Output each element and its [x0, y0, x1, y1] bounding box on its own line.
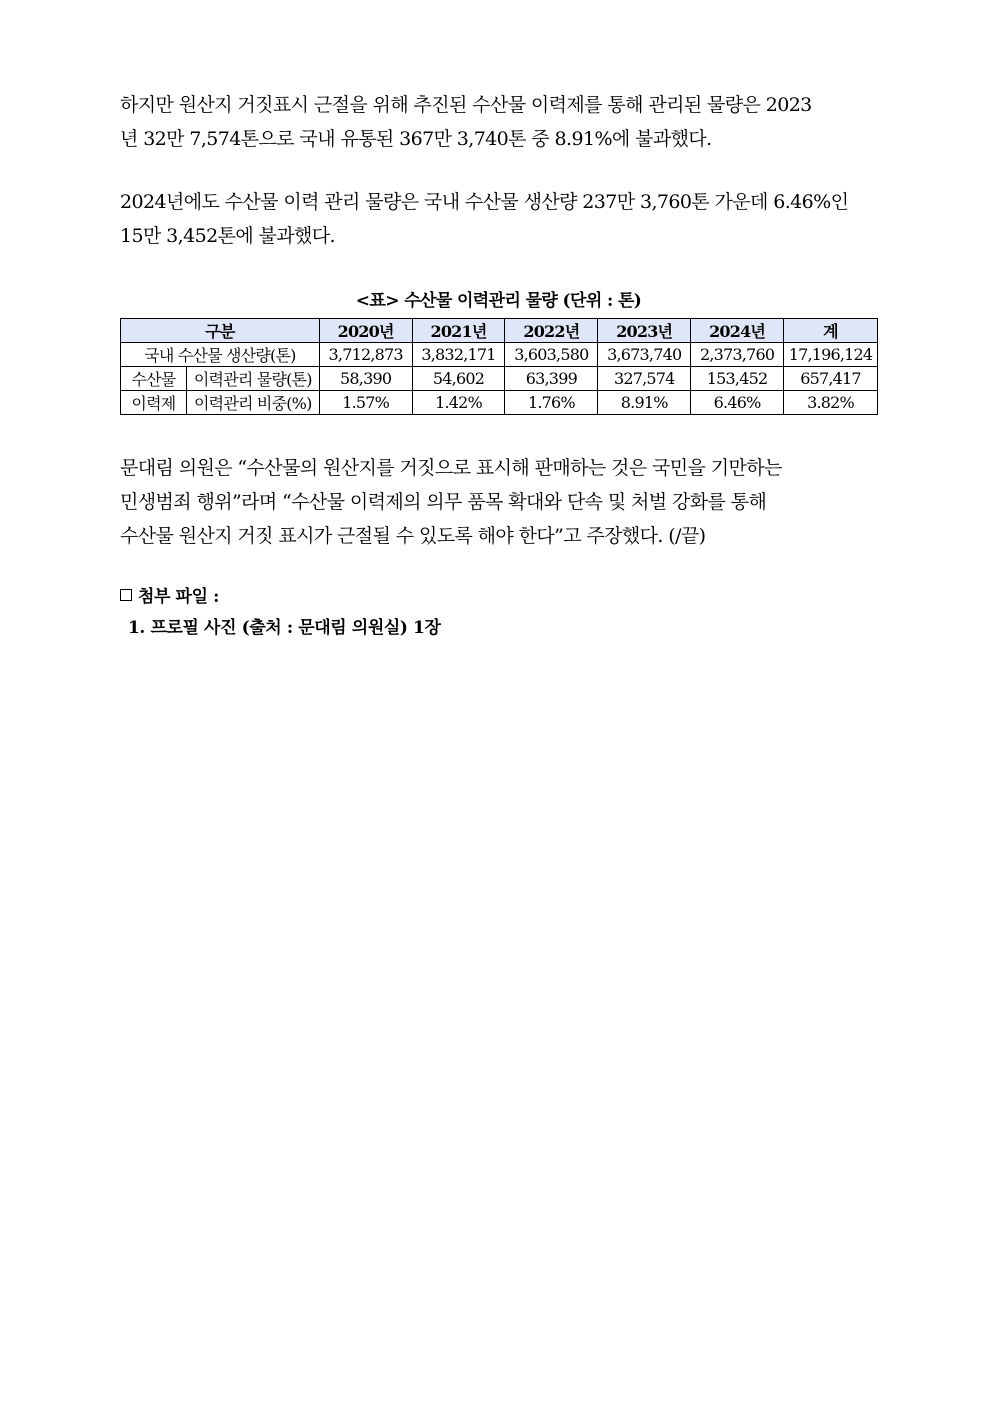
table-row-managed-share [121, 391, 878, 415]
table-cell: 657,417 [784, 367, 878, 391]
table-cell: 58,390 [319, 367, 412, 391]
table-cell: 8.91% [598, 391, 691, 415]
table-cell: 1.57% [319, 391, 412, 415]
attachments-heading [120, 582, 219, 607]
table-caption: <표> 수산물 이력관리 물량 (단위 : 톤) [355, 291, 642, 311]
paragraph-traceability-2023 [120, 88, 877, 156]
attachments-title: 첨부 파일 : [138, 587, 220, 607]
header-year-2023: 2023년 [598, 319, 691, 343]
table-cell: 327,574 [598, 367, 691, 391]
table-cell: 3.82% [784, 391, 878, 415]
paragraph-line: 문대림 의원은 “수산물의 원산지를 거짓으로 표시해 판매하는 것은 국민을 기만하는 [120, 457, 782, 479]
group-label-top: 수산물 [121, 367, 187, 391]
table-row-production [121, 343, 878, 367]
table-cell: 6.46% [691, 391, 784, 415]
paragraph-line: 2024년에도 수산물 이력 관리 물량은 국내 수산물 생산량 237만 3,760톤 가운데 6.46%인 [120, 191, 849, 213]
group-label-bottom: 이력제 [121, 391, 187, 415]
table-header-row [121, 319, 878, 343]
table-cell: 2,373,760 [691, 343, 784, 367]
paragraph-line: 15만 3,452톤에 불과했다. [120, 225, 335, 247]
paragraph-line: 수산물 원산지 거짓 표시가 근절될 수 있도록 해야 한다”고 주장했다. (/끝) [120, 525, 706, 547]
paragraph-quote [120, 451, 877, 553]
table-cell: 1.42% [412, 391, 505, 415]
header-year-2022: 2022년 [505, 319, 598, 343]
checkbox-square-icon [120, 589, 132, 601]
table-cell: 3,673,740 [598, 343, 691, 367]
paragraph-line: 년 32만 7,574톤으로 국내 유통된 367만 3,740톤 중 8.91%에 불과했다. [120, 128, 712, 150]
table-cell: 63,399 [505, 367, 598, 391]
row-label: 이력관리 비중(%) [186, 391, 319, 415]
row-label: 국내 수산물 생산량(톤) [121, 343, 320, 367]
header-year-2021: 2021년 [412, 319, 505, 343]
paragraph-line: 민생범죄 행위”라며 “수산물 이력제의 의무 품목 확대와 단속 및 처벌 강화를 통해 [120, 491, 767, 513]
table-row-managed-volume [121, 367, 878, 391]
paragraph-traceability-2024 [120, 185, 877, 253]
table-cell: 3,603,580 [505, 343, 598, 367]
table-cell: 3,712,873 [319, 343, 412, 367]
header-year-2024: 2024년 [691, 319, 784, 343]
row-label: 이력관리 물량(톤) [186, 367, 319, 391]
table-cell: 17,196,124 [784, 343, 878, 367]
header-year-2020: 2020년 [319, 319, 412, 343]
header-total: 계 [784, 319, 878, 343]
table-cell: 153,452 [691, 367, 784, 391]
traceability-table [120, 318, 878, 415]
table-cell: 3,832,171 [412, 343, 505, 367]
table-cell: 54,602 [412, 367, 505, 391]
table-cell: 1.76% [505, 391, 598, 415]
paragraph-line: 하지만 원산지 거짓표시 근절을 위해 추진된 수산물 이력제를 통해 관리된 물량은 2023 [120, 94, 812, 116]
header-category: 구분 [121, 319, 320, 343]
attachment-item: 1. 프로필 사진 (출처 : 문대림 의원실) 1장 [128, 618, 441, 638]
